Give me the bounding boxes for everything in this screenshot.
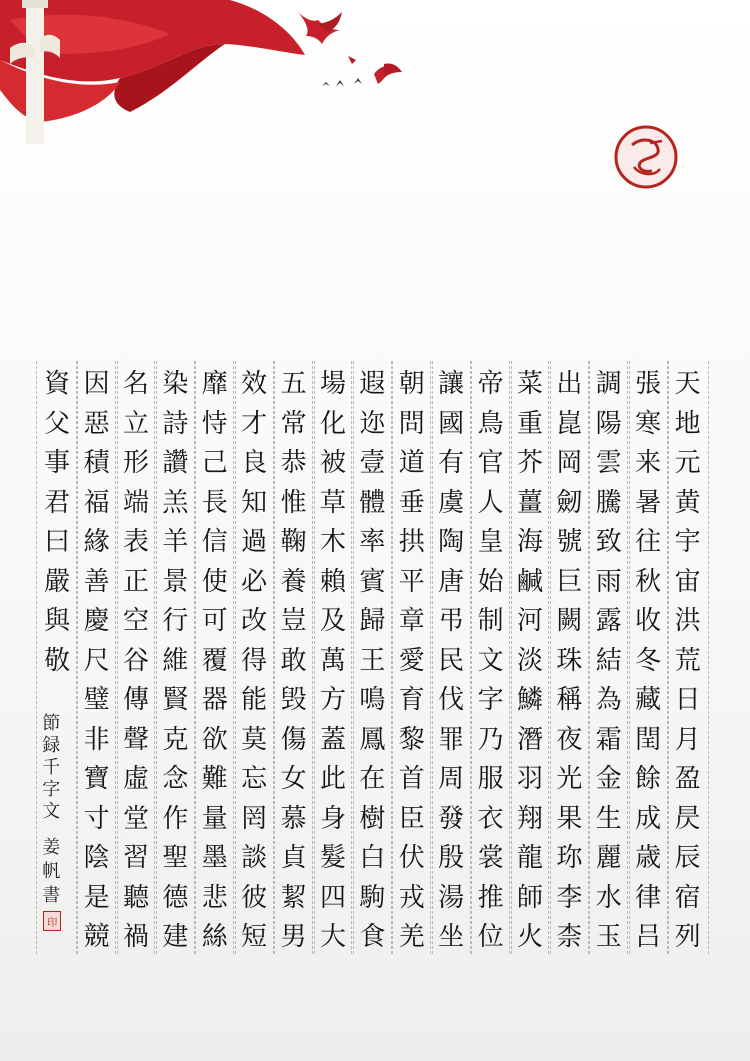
character-cell: 競 bbox=[83, 922, 110, 952]
character-cell: 字 bbox=[477, 685, 504, 715]
character-cell: 帝 bbox=[477, 369, 504, 399]
character-cell: 場 bbox=[319, 369, 346, 399]
signature-title-char: 千 bbox=[42, 757, 61, 778]
character-cell: 制 bbox=[477, 606, 504, 636]
character-cell: 五 bbox=[280, 369, 307, 399]
character-cell: 樹 bbox=[359, 803, 386, 834]
character-cell: 辰 bbox=[674, 843, 701, 873]
character-cell: 食 bbox=[359, 922, 386, 952]
character-cell: 冬 bbox=[635, 645, 662, 676]
character-cell: 與 bbox=[44, 606, 71, 636]
text-column bbox=[470, 361, 512, 954]
text-column bbox=[509, 361, 551, 954]
character-cell: 大 bbox=[319, 922, 346, 952]
character-cell: 欲 bbox=[201, 724, 228, 755]
character-cell: 問 bbox=[398, 408, 425, 439]
character-cell: 金 bbox=[595, 764, 622, 794]
character-cell: 形 bbox=[122, 448, 149, 478]
character-cell: 吕 bbox=[635, 922, 662, 952]
character-cell: 貞 bbox=[280, 843, 307, 873]
character-cell: 平 bbox=[398, 566, 425, 597]
character-cell: 潛 bbox=[516, 724, 543, 755]
character-cell: 結 bbox=[595, 645, 622, 676]
character-cell: 知 bbox=[241, 487, 268, 518]
character-cell: 發 bbox=[438, 803, 465, 834]
character-cell: 海 bbox=[516, 527, 543, 557]
character-cell: 王 bbox=[359, 645, 386, 676]
character-cell: 羔 bbox=[162, 487, 189, 518]
character-cell: 傷 bbox=[280, 724, 307, 755]
character-cell: 敢 bbox=[280, 645, 307, 676]
character-cell: 湯 bbox=[438, 882, 465, 913]
text-column bbox=[233, 361, 275, 954]
character-cell: 可 bbox=[201, 606, 228, 636]
character-cell: 景 bbox=[162, 566, 189, 597]
character-cell: 長 bbox=[201, 487, 228, 518]
character-cell: 愛 bbox=[398, 645, 425, 676]
character-cell: 表 bbox=[122, 527, 149, 557]
character-cell: 宇 bbox=[674, 527, 701, 557]
character-cell: 致 bbox=[595, 527, 622, 557]
character-cell: 髮 bbox=[319, 843, 346, 873]
character-cell: 師 bbox=[516, 882, 543, 913]
character-cell: 朝 bbox=[398, 369, 425, 399]
character-cell: 維 bbox=[162, 645, 189, 676]
character-cell: 稱 bbox=[556, 685, 583, 715]
character-cell: 律 bbox=[635, 882, 662, 913]
character-cell: 麗 bbox=[595, 843, 622, 873]
text-column bbox=[154, 361, 196, 954]
character-cell: 翔 bbox=[516, 803, 543, 834]
character-cell: 秋 bbox=[635, 566, 662, 597]
text-column bbox=[391, 361, 433, 954]
character-cell: 裳 bbox=[477, 843, 504, 873]
character-cell: 章 bbox=[398, 606, 425, 636]
character-cell: 君 bbox=[44, 487, 71, 518]
character-cell: 短 bbox=[241, 922, 268, 952]
character-cell: 草 bbox=[319, 487, 346, 518]
character-cell: 賴 bbox=[319, 566, 346, 597]
character-cell: 霜 bbox=[595, 724, 622, 755]
character-cell: 崑 bbox=[556, 408, 583, 439]
character-cell: 天 bbox=[674, 369, 701, 399]
character-cell: 染 bbox=[162, 369, 189, 399]
character-cell: 信 bbox=[201, 527, 228, 557]
character-cell: 國 bbox=[438, 408, 465, 439]
character-cell: 號 bbox=[556, 527, 583, 557]
character-cell: 官 bbox=[477, 448, 504, 478]
character-cell: 聽 bbox=[122, 882, 149, 913]
character-cell: 垂 bbox=[398, 487, 425, 518]
character-cell: 才 bbox=[241, 408, 268, 439]
character-cell: 列 bbox=[674, 922, 701, 952]
character-cell: 慕 bbox=[280, 803, 307, 834]
character-cell: 始 bbox=[477, 566, 504, 597]
character-cell: 戎 bbox=[398, 882, 425, 913]
character-cell: 此 bbox=[319, 764, 346, 794]
character-cell: 重 bbox=[516, 408, 543, 439]
character-cell: 詩 bbox=[162, 408, 189, 439]
character-cell: 餘 bbox=[635, 764, 662, 794]
character-cell: 寸 bbox=[83, 803, 110, 834]
character-cell: 立 bbox=[122, 408, 149, 439]
character-cell: 位 bbox=[477, 922, 504, 952]
text-column bbox=[430, 361, 472, 954]
character-cell: 芥 bbox=[516, 448, 543, 478]
signature-author-char: 帆 bbox=[42, 861, 61, 882]
character-cell: 皇 bbox=[477, 527, 504, 557]
character-cell: 得 bbox=[241, 645, 268, 676]
character-cell: 鳳 bbox=[359, 724, 386, 755]
character-cell: 岡 bbox=[556, 448, 583, 478]
character-cell: 嚴 bbox=[44, 566, 71, 597]
text-column bbox=[548, 361, 590, 954]
text-column bbox=[194, 361, 236, 954]
character-cell: 作 bbox=[162, 803, 189, 834]
character-cell: 月 bbox=[674, 724, 701, 755]
character-cell: 建 bbox=[162, 922, 189, 952]
character-cell: 緣 bbox=[83, 527, 110, 557]
character-cell: 因 bbox=[83, 369, 110, 399]
character-cell: 寶 bbox=[83, 764, 110, 794]
character-cell: 盈 bbox=[674, 764, 701, 794]
character-cell: 歳 bbox=[635, 843, 662, 873]
character-cell: 四 bbox=[319, 882, 346, 913]
character-cell: 有 bbox=[438, 448, 465, 478]
character-cell: 悲 bbox=[201, 882, 228, 913]
character-cell: 張 bbox=[635, 369, 662, 399]
text-column bbox=[312, 361, 354, 954]
signature-title-char: 録 bbox=[42, 735, 61, 756]
character-cell: 谷 bbox=[122, 645, 149, 676]
character-cell: 己 bbox=[201, 448, 228, 478]
character-cell: 墨 bbox=[201, 843, 228, 873]
character-cell: 名 bbox=[122, 369, 149, 399]
character-cell: 毁 bbox=[280, 685, 307, 715]
character-cell: 珠 bbox=[556, 645, 583, 676]
character-cell: 覆 bbox=[201, 645, 228, 676]
character-cell: 元 bbox=[674, 448, 701, 478]
seal-stamp-icon bbox=[612, 123, 680, 191]
character-cell: 及 bbox=[319, 606, 346, 636]
character-cell: 光 bbox=[556, 764, 583, 794]
character-cell: 昃 bbox=[674, 803, 701, 834]
character-cell: 積 bbox=[83, 448, 110, 478]
character-cell: 難 bbox=[201, 764, 228, 794]
character-cell: 傳 bbox=[122, 685, 149, 715]
character-cell: 遐 bbox=[359, 369, 386, 399]
character-cell: 端 bbox=[122, 487, 149, 518]
character-cell: 方 bbox=[319, 685, 346, 715]
character-cell: 賓 bbox=[359, 566, 386, 597]
character-cell: 體 bbox=[359, 487, 386, 518]
character-cell: 生 bbox=[595, 803, 622, 834]
character-cell: 良 bbox=[241, 448, 268, 478]
character-cell: 器 bbox=[201, 685, 228, 715]
signature-author-char: 姜 bbox=[42, 837, 61, 858]
character-cell: 彼 bbox=[241, 882, 268, 913]
character-cell: 讓 bbox=[438, 369, 465, 399]
character-cell: 靡 bbox=[201, 369, 228, 399]
character-cell: 常 bbox=[280, 408, 307, 439]
character-cell: 黄 bbox=[674, 487, 701, 518]
text-column bbox=[351, 361, 393, 954]
character-cell: 闕 bbox=[556, 606, 583, 636]
character-cell: 柰 bbox=[556, 922, 583, 952]
character-cell: 民 bbox=[438, 645, 465, 676]
character-cell: 男 bbox=[280, 922, 307, 952]
character-cell: 火 bbox=[516, 922, 543, 952]
character-cell: 改 bbox=[241, 606, 268, 636]
text-column bbox=[115, 361, 157, 954]
character-cell: 李 bbox=[556, 882, 583, 913]
character-cell: 宿 bbox=[674, 882, 701, 913]
signature-title-char: 文 bbox=[42, 801, 61, 822]
character-cell: 水 bbox=[595, 882, 622, 913]
character-cell: 空 bbox=[122, 606, 149, 636]
character-cell: 忘 bbox=[241, 764, 268, 794]
character-cell: 能 bbox=[241, 685, 268, 715]
character-cell: 聖 bbox=[162, 843, 189, 873]
character-cell: 劒 bbox=[556, 487, 583, 518]
character-cell: 克 bbox=[162, 724, 189, 755]
character-cell: 往 bbox=[635, 527, 662, 557]
character-cell: 地 bbox=[674, 408, 701, 439]
character-cell: 雨 bbox=[595, 566, 622, 597]
character-cell: 璧 bbox=[83, 685, 110, 715]
character-cell: 宙 bbox=[674, 566, 701, 597]
character-grid bbox=[36, 361, 706, 954]
character-cell: 德 bbox=[162, 882, 189, 913]
character-cell: 壹 bbox=[359, 448, 386, 478]
character-cell: 出 bbox=[556, 369, 583, 399]
character-cell: 行 bbox=[162, 606, 189, 636]
character-cell: 臣 bbox=[398, 803, 425, 834]
character-cell: 河 bbox=[516, 606, 543, 636]
character-cell: 藏 bbox=[635, 685, 662, 715]
character-cell: 非 bbox=[83, 724, 110, 755]
character-cell: 使 bbox=[201, 566, 228, 597]
character-cell: 堂 bbox=[122, 803, 149, 834]
signature-title-char: 字 bbox=[42, 779, 61, 800]
character-cell: 絲 bbox=[201, 922, 228, 952]
character-cell: 菜 bbox=[516, 369, 543, 399]
character-cell: 唐 bbox=[438, 566, 465, 597]
character-cell: 殷 bbox=[438, 843, 465, 873]
character-cell: 念 bbox=[162, 764, 189, 794]
character-cell: 鱗 bbox=[516, 685, 543, 715]
signature-seal: 印 bbox=[43, 911, 61, 931]
character-cell: 身 bbox=[319, 803, 346, 834]
character-cell: 惟 bbox=[280, 487, 307, 518]
signature-author-char: 書 bbox=[42, 885, 61, 906]
character-cell: 拱 bbox=[398, 527, 425, 557]
character-cell: 羌 bbox=[398, 922, 425, 952]
character-cell: 日 bbox=[674, 685, 701, 715]
character-cell: 化 bbox=[319, 408, 346, 439]
character-cell: 成 bbox=[635, 803, 662, 834]
flag-pillar-decoration bbox=[0, 0, 420, 150]
text-column bbox=[273, 361, 315, 954]
character-cell: 過 bbox=[241, 527, 268, 557]
character-cell: 夜 bbox=[556, 724, 583, 755]
character-cell: 伏 bbox=[398, 843, 425, 873]
character-cell: 珎 bbox=[556, 843, 583, 873]
character-cell: 萬 bbox=[319, 645, 346, 676]
character-cell: 果 bbox=[556, 803, 583, 834]
character-cell: 鹹 bbox=[516, 566, 543, 597]
character-cell: 衣 bbox=[477, 803, 504, 834]
character-cell: 莫 bbox=[241, 724, 268, 755]
text-column bbox=[76, 361, 118, 954]
character-cell: 閏 bbox=[635, 724, 662, 755]
character-cell: 資 bbox=[44, 369, 71, 399]
character-cell: 来 bbox=[635, 448, 662, 478]
character-cell: 善 bbox=[83, 566, 110, 597]
character-cell: 騰 bbox=[595, 487, 622, 518]
character-cell: 養 bbox=[280, 566, 307, 597]
text-column bbox=[588, 361, 630, 954]
character-cell: 慶 bbox=[83, 606, 110, 636]
character-cell: 鞠 bbox=[280, 527, 307, 557]
character-cell: 尺 bbox=[83, 645, 110, 676]
character-cell: 伐 bbox=[438, 685, 465, 715]
character-cell: 效 bbox=[241, 369, 268, 399]
character-cell: 暑 bbox=[635, 487, 662, 518]
character-cell: 虞 bbox=[438, 487, 465, 518]
character-cell: 鳥 bbox=[477, 408, 504, 439]
character-cell: 羽 bbox=[516, 764, 543, 794]
character-cell: 鳴 bbox=[359, 685, 386, 715]
character-cell: 蓋 bbox=[319, 724, 346, 755]
character-cell: 文 bbox=[477, 645, 504, 676]
character-cell: 談 bbox=[241, 843, 268, 873]
character-cell: 豈 bbox=[280, 606, 307, 636]
character-cell: 為 bbox=[595, 685, 622, 715]
calligraphy-grid bbox=[36, 361, 706, 954]
character-cell: 量 bbox=[201, 803, 228, 834]
signature-column bbox=[34, 711, 68, 951]
character-cell: 率 bbox=[359, 527, 386, 557]
character-cell: 周 bbox=[438, 764, 465, 794]
character-cell: 龍 bbox=[516, 843, 543, 873]
character-cell: 陶 bbox=[438, 527, 465, 557]
character-cell: 育 bbox=[398, 685, 425, 715]
character-cell: 首 bbox=[398, 764, 425, 794]
character-cell: 惡 bbox=[83, 408, 110, 439]
character-cell: 虛 bbox=[122, 764, 149, 794]
character-cell: 羊 bbox=[162, 527, 189, 557]
character-cell: 露 bbox=[595, 606, 622, 636]
character-cell: 坐 bbox=[438, 922, 465, 952]
character-cell: 曰 bbox=[44, 527, 71, 557]
character-cell: 淡 bbox=[516, 645, 543, 676]
character-cell: 巨 bbox=[556, 566, 583, 597]
character-cell: 罔 bbox=[241, 803, 268, 834]
character-cell: 罪 bbox=[438, 724, 465, 755]
character-cell: 寒 bbox=[635, 408, 662, 439]
character-cell: 女 bbox=[280, 764, 307, 794]
character-cell: 洪 bbox=[674, 606, 701, 636]
character-cell: 敬 bbox=[44, 645, 71, 676]
character-cell: 收 bbox=[635, 606, 662, 636]
character-cell: 荒 bbox=[674, 645, 701, 676]
character-cell: 恭 bbox=[280, 448, 307, 478]
character-cell: 歸 bbox=[359, 606, 386, 636]
text-column bbox=[627, 361, 669, 954]
character-cell: 事 bbox=[44, 448, 71, 478]
character-cell: 薑 bbox=[516, 487, 543, 518]
character-cell: 乃 bbox=[477, 724, 504, 755]
character-cell: 迩 bbox=[359, 408, 386, 439]
character-cell: 木 bbox=[319, 527, 346, 557]
character-cell: 讚 bbox=[162, 448, 189, 478]
text-column bbox=[667, 361, 709, 954]
character-cell: 陽 bbox=[595, 408, 622, 439]
signature-title-char: 節 bbox=[42, 713, 61, 734]
character-cell: 絜 bbox=[280, 882, 307, 913]
character-cell: 必 bbox=[241, 566, 268, 597]
character-cell: 玉 bbox=[595, 922, 622, 952]
character-cell: 調 bbox=[595, 369, 622, 399]
character-cell: 道 bbox=[398, 448, 425, 478]
character-cell: 陰 bbox=[83, 843, 110, 873]
character-cell: 正 bbox=[122, 566, 149, 597]
character-cell: 禍 bbox=[122, 922, 149, 952]
character-cell: 人 bbox=[477, 487, 504, 518]
character-cell: 推 bbox=[477, 882, 504, 913]
character-cell: 聲 bbox=[122, 724, 149, 755]
character-cell: 服 bbox=[477, 764, 504, 794]
character-cell: 駒 bbox=[359, 882, 386, 913]
character-cell: 白 bbox=[359, 843, 386, 873]
character-cell: 福 bbox=[83, 487, 110, 518]
character-cell: 是 bbox=[83, 882, 110, 913]
character-cell: 雲 bbox=[595, 448, 622, 478]
character-cell: 習 bbox=[122, 843, 149, 873]
character-cell: 恃 bbox=[201, 408, 228, 439]
character-cell: 父 bbox=[44, 408, 71, 439]
character-cell: 黎 bbox=[398, 724, 425, 755]
character-cell: 在 bbox=[359, 764, 386, 794]
character-cell: 賢 bbox=[162, 685, 189, 715]
character-cell: 弔 bbox=[438, 606, 465, 636]
character-cell: 被 bbox=[319, 448, 346, 478]
